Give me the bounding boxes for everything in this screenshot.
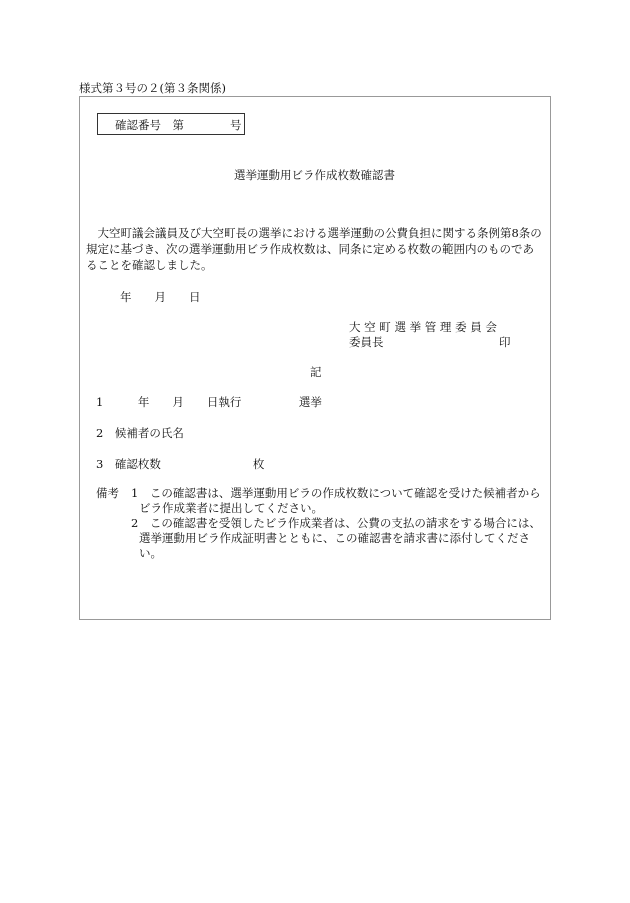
item-election-date: 1 年 月 日執行 選挙 [96, 395, 322, 409]
confirmation-number: 確認番号 第 号 [115, 118, 242, 132]
body-text-line: ることを確認しました。 [86, 258, 213, 272]
form-label: 様式第３号の２(第３条関係) [79, 81, 226, 95]
note-1-line: ビラ作成業者に提出してください。 [139, 501, 323, 515]
seal-mark: 印 [499, 335, 511, 349]
note-2-line: 2 この確認書を受領したビラ作成業者は、公費の支払の請求をする場合には、 [131, 516, 541, 530]
notes-label: 備考 [96, 486, 119, 500]
body-text-line: 大空町議会議員及び大空町長の選挙における選挙運動の公費負担に関する条例第8条の [86, 226, 542, 240]
body-text-line: 規定に基づき、次の選挙運動用ビラ作成枚数は、同条に定める枚数の範囲内のものであ [86, 242, 535, 256]
ki-heading: 記 [310, 365, 322, 379]
note-2-line: い。 [139, 546, 162, 560]
date-line: 年 月 日 [120, 290, 201, 304]
committee-name: 大 空 町 選 挙 管 理 委 員 会 [349, 320, 497, 334]
note-2-line: 選挙運動用ビラ作成証明書とともに、この確認書を請求書に添付してくださ [139, 531, 530, 545]
chair-title: 委員長 [349, 335, 384, 349]
note-1-line: 1 この確認書は、選挙運動用ビラの作成枚数について確認を受けた候補者から [131, 486, 541, 500]
document-title: 選挙運動用ビラ作成枚数確認書 [234, 168, 395, 182]
item-candidate-name: 2 候補者の氏名 [96, 426, 184, 440]
item-confirmed-count: 3 確認枚数 枚 [96, 457, 265, 471]
